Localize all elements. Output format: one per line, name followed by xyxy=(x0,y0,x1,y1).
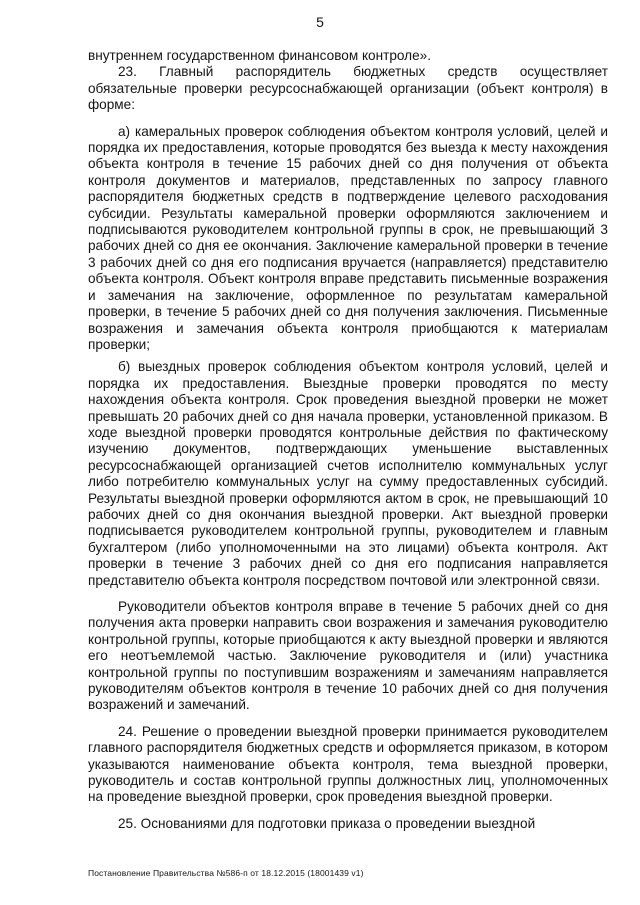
paragraph-objections: Руководители объектов контроля вправе в течение 5 рабочих дней со дня получения акта проверки направить свои возражения и замечания руководителю контрольной группы, которые приобщаются к акту выездной проверки и являются его неотъемлемой частью. Заключение руководителя и (или) участника контрольной группы по поступившим возражениям и замечаниям направляется руководителям объектов контроля в течение 10 рабочих дней со дня получения возражений и замечаний. xyxy=(88,599,608,713)
paragraph-clause-23a: а) камеральных проверок соблюдения объектом контроля условий, целей и порядка их предоставления, которые проводятся без выезда к месту нахождения объекта контроля в течение 15 рабочих дней со дня получения от объекта контроля документов и материалов, представленных по запросу главного распорядителя бюджетных средств в подтверждение целевого расходования субсидии. Результаты камеральной проверки оформляются заключением и подписываются руководителем контрольной группы в срок, не превышающий 3 рабочих дней со дня ее окончания. Заключение камеральной проверки в течение 3 рабочих дней со дня его подписания вручается (направляется) представителю объекта контроля. Объект контроля вправе представить письменные возражения и замечания на заключение, оформленное по результатам камеральной проверки, в течение 5 рабочих дней со дня получения заключения. Письменные возражения и замечания объекта контроля приобщаются к материалам проверки; xyxy=(88,123,608,352)
page-number: 5 xyxy=(316,14,324,30)
paragraph-clause-23: 23. Главный распорядитель бюджетных средств осуществляет обязательные проверки ресурсоснабжающей организации (объект контроля) в форме: xyxy=(88,64,608,113)
paragraph-clause-25: 25. Основаниями для подготовки приказа о проведении выездной xyxy=(118,815,536,831)
document-footer: Постановление Правительства №586-п от 18.12.2015 (18001439 v1) xyxy=(88,868,364,878)
paragraph-clause-24: 24. Решение о проведении выездной проверки принимается руководителем главного распорядителя бюджетных средств и оформляется приказом, в котором указываются наименование объекта контроля, тема выездной проверки, руководитель и состав контрольной группы должностных лиц, уполномоченных на проведение выездной проверки, срок проведения выездной проверки. xyxy=(88,723,608,805)
document-body xyxy=(88,48,608,832)
paragraph-continuation: внутреннем государственном финансовом контроле». xyxy=(88,48,431,63)
paragraph-clause-23b: б) выездных проверок соблюдения объектом контроля условий, целей и порядка их предоставления. Выездные проверки проводятся по месту нахождения объекта контроля. Срок проведения выездной проверки не может превышать 20 рабочих дней со дня начала проверки, установленной приказом. В ходе выездной проверки проводятся контрольные действия по фактическому изучению документов, подтверждающих уменьшение выставленных ресурсоснабжающей организацией счетов исполнителю коммунальных услуг либо потребителю коммунальных услуг на сумму предоставленных субсидий. Результаты выездной проверки оформляются актом в срок, не превышающий 10 рабочих дней со дня окончания выездной проверки. Акт выездной проверки подписывается руководителем контрольной группы, руководителем и главным бухгалтером (либо уполномоченными на это лицами) объекта контроля. Акт проверки в течение 3 рабочих дней со дня его подписания направляется представителю объекта контроля посредством почтовой или электронной связи. xyxy=(88,359,608,588)
